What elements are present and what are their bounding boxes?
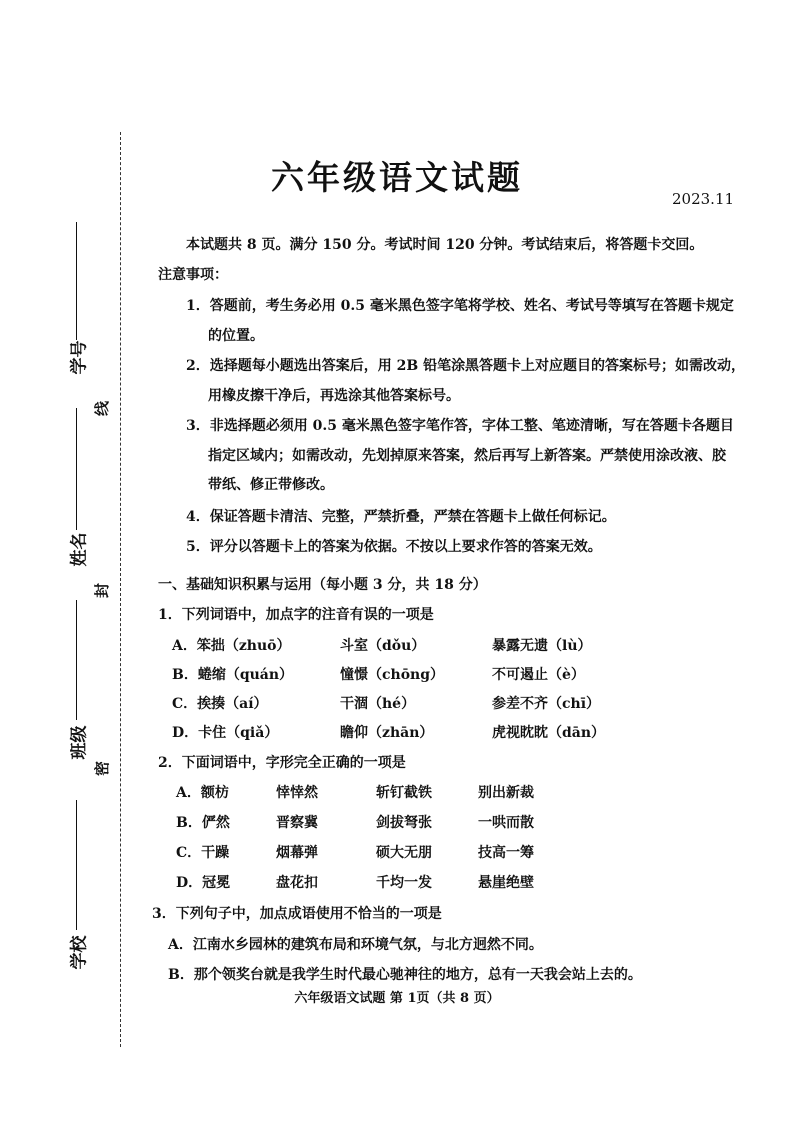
q2-a-4: 别出新裁 [478,785,534,801]
q1-d-1: D．卡住（qiǎ） [172,725,279,741]
q2-a-3: 斩钉截铁 [376,785,432,801]
note-3-line-1: 3．非选择题必须用 0.5 毫米黑色签字笔作答，字体工整、笔迹清晰，写在答题卡各题目 [186,418,734,434]
q2-a-1: A．额枋 [176,785,229,801]
q1-a-1: A．笨拙（zhuō） [172,638,291,654]
q1-a-2: 斗室（dǒu） [340,638,426,654]
note-2-line-2: 用橡皮擦干净后，再选涂其他答案标号。 [208,388,460,404]
q1-c-2: 干涸（hé） [340,696,416,712]
q1-c-1: C．挨揍（aí） [172,696,268,712]
school-blank[interactable] [76,800,77,930]
student-id-blank[interactable] [76,222,77,340]
q2-b-4: 一哄而散 [478,815,534,831]
q2-b-2: 晋察冀 [276,815,318,831]
class-blank[interactable] [76,600,77,720]
q1-c-3: 参差不齐（chī） [492,696,601,712]
section-1-heading: 一、基础知识积累与运用（每小题 3 分，共 18 分） [158,577,487,593]
q3-option-a: A．江南水乡园林的建筑布局和环境气氛，与北方迥然不同。 [168,937,543,953]
intro-text: 本试题共 8 页。满分 150 分。考试时间 120 分钟。考试结束后，将答题卡交回。 [186,237,704,253]
q3-stem: 3．下列句子中，加点成语使用不恰当的一项是 [152,906,442,922]
seal-mark-seal: 封 [93,582,112,599]
q1-b-2: 憧憬（chōng） [340,667,445,683]
q1-d-3: 虎视眈眈（dān） [492,725,606,741]
q2-d-2: 盘花扣 [276,875,318,891]
seal-mark-line: 线 [93,400,112,417]
q2-c-1: C．干躁 [176,845,230,861]
q1-stem: 1．下列词语中，加点字的注音有误的一项是 [158,607,434,623]
note-4: 4．保证答题卡清洁、完整，严禁折叠，严禁在答题卡上做任何标记。 [186,509,616,525]
page-footer: 六年级语文试题 第 1页（共 8 页） [294,991,500,1006]
q2-c-2: 烟幕弹 [276,845,318,861]
school-label: 学校 [69,935,90,970]
q2-a-2: 悻悻然 [276,785,318,801]
note-5: 5．评分以答题卡上的答案为依据。不按以上要求作答的答案无效。 [186,539,602,555]
note-1-line-2: 的位置。 [208,328,264,344]
name-label: 姓名 [69,532,90,567]
student-id-label: 学号 [69,340,90,375]
q2-c-4: 技高一筹 [478,845,534,861]
seal-mark-secret: 密 [93,760,112,777]
note-3-line-2: 指定区域内；如需改动，先划掉原来答案，然后再写上新答案。严禁使用涂改液、胶 [208,448,726,464]
q2-b-1: B．俨然 [176,815,230,831]
note-2-line-1: 2．选择题每小题选出答案后，用 2B 铅笔涂黑答题卡上对应题目的答案标号；如需改动， [186,358,746,374]
exam-date: 2023.11 [672,190,735,208]
page-title: 六年级语文试题 [271,158,523,197]
q1-b-1: B．蜷缩（quán） [172,667,294,683]
q2-d-3: 千均一发 [376,875,432,891]
q2-c-3: 硕大无朋 [376,845,432,861]
notes-heading: 注意事项： [158,267,228,283]
q2-d-1: D．冠冕 [176,875,231,891]
binding-dashed-line [120,132,121,1047]
name-blank[interactable] [76,408,77,530]
q2-b-3: 剑拔弩张 [376,815,432,831]
note-3-line-3: 带纸、修正带修改。 [208,477,334,493]
q2-stem: 2．下面词语中，字形完全正确的一项是 [158,755,406,771]
q1-a-3: 暴露无遗（lù） [492,638,592,654]
class-label: 班级 [69,725,90,760]
note-1-line-1: 1．答题前，考生务必用 0.5 毫米黑色签字笔将学校、姓名、考试号等填写在答题卡规定 [186,298,734,314]
q2-d-4: 悬崖绝壁 [478,875,534,891]
q3-option-b: B．那个领奖台就是我学生时代最心驰神往的地方，总有一天我会站上去的。 [168,967,642,983]
q1-d-2: 瞻仰（zhān） [340,725,434,741]
q1-b-3: 不可遏止（è） [492,667,585,683]
